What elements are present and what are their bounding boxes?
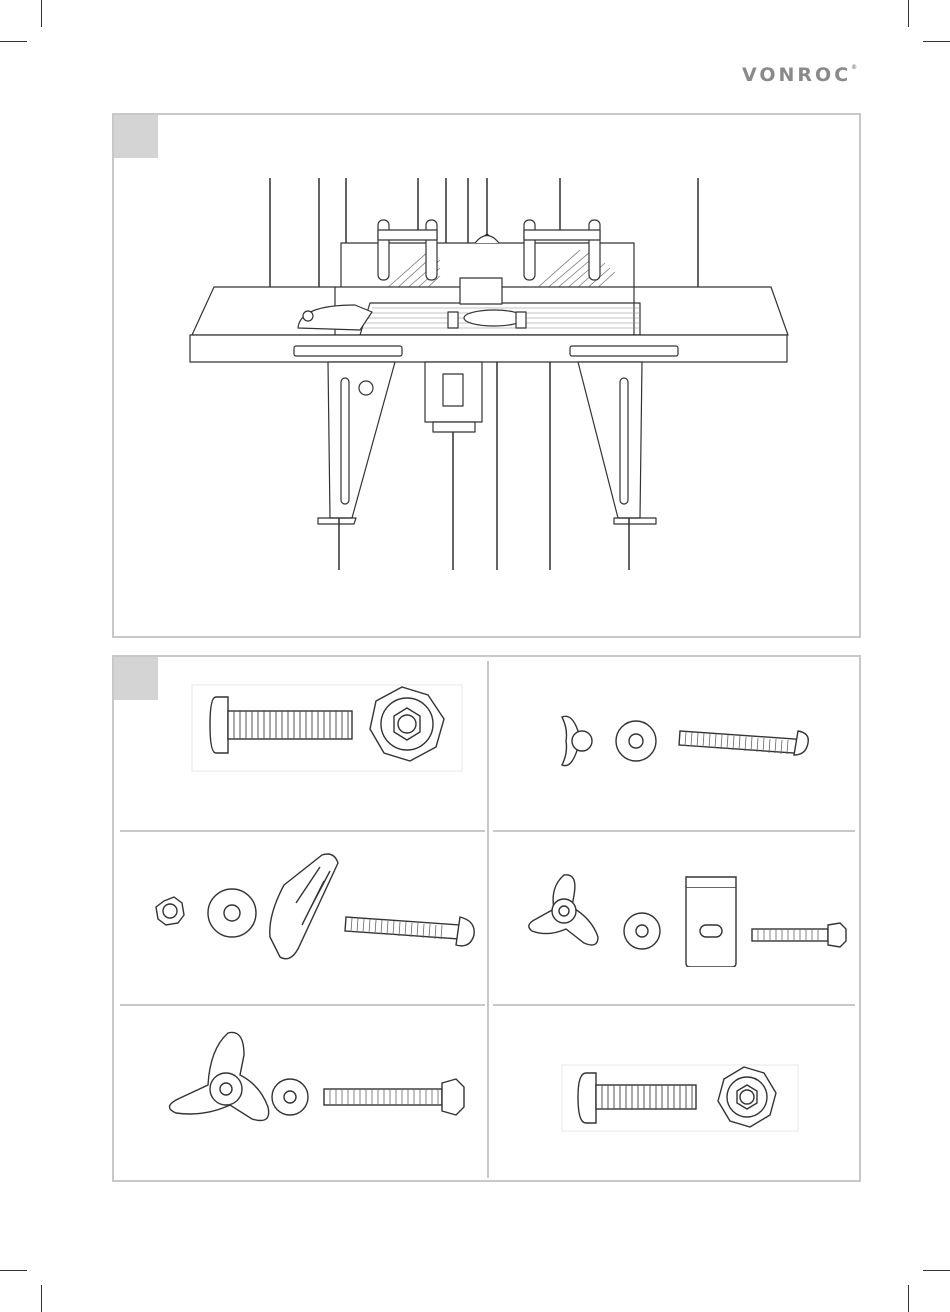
cell-divider xyxy=(493,830,855,832)
crop-mark xyxy=(41,0,42,27)
hardware-parts-panel xyxy=(112,655,861,1182)
cell-divider xyxy=(487,661,489,1178)
crop-mark xyxy=(923,1270,950,1271)
hardware-cell-wing-nut-washer-carriage-bolt xyxy=(544,697,814,787)
crop-mark xyxy=(908,1285,909,1312)
cell-divider xyxy=(120,830,485,832)
crop-mark xyxy=(0,41,27,42)
hardware-cell-mushroom-bolt-and-flange-nut-small xyxy=(554,1061,804,1135)
router-table-illustration xyxy=(114,115,859,636)
brand-logo: VONROC® xyxy=(742,64,858,86)
hardware-cell-nut-washer-slotted-arm-carriage-bolt xyxy=(134,845,484,985)
assembly-overview-panel xyxy=(112,113,861,638)
crop-mark xyxy=(0,1270,27,1271)
crop-mark xyxy=(908,0,909,27)
hardware-cell-three-lobe-knob-washer-clip-hex-bolt xyxy=(514,867,854,967)
crop-mark xyxy=(41,1285,42,1312)
cell-divider xyxy=(493,1004,855,1006)
cell-divider xyxy=(120,1004,485,1006)
hardware-cell-three-lobe-knob-washer-hex-bolt xyxy=(154,1025,474,1155)
hardware-cell-mushroom-bolt-and-flange-nut xyxy=(174,675,474,775)
figure-tab xyxy=(114,657,158,700)
crop-mark xyxy=(923,41,950,42)
